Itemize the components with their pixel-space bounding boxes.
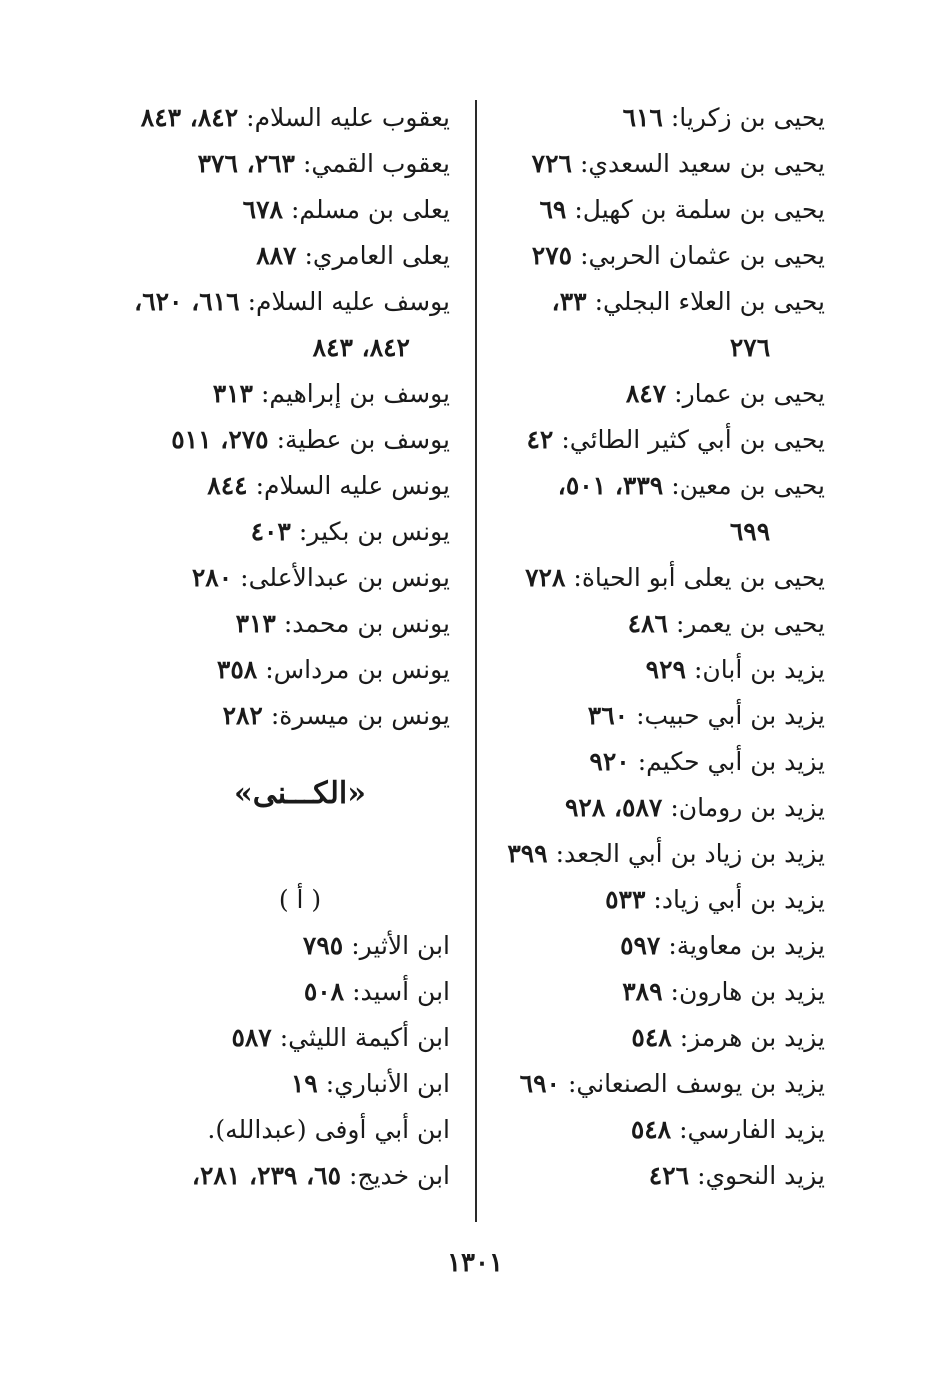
kunya-list [105,923,450,1199]
entry-page-refs: ٨٨٧ [256,241,297,270]
index-entry [105,187,450,233]
index-entry [105,601,450,647]
entry-page-refs: ٥٠٨ [303,977,345,1006]
entry-page-refs: ٥٨٧، ٩٢٨ [564,793,663,822]
entry-name: ابن أكيمة الليثي: [279,1023,450,1052]
entry-page-refs: ٧٢٨ [525,563,566,592]
entry-name: يحيى بن معين: [671,471,825,500]
entry-page-refs: ٨٤٧ [625,379,667,408]
index-entry [480,785,825,831]
entry-page-refs: ٥٨٧ [231,1023,272,1052]
entry-name: يزيد الفارسي: [679,1115,825,1144]
entry-name: ابن الأنباري: [325,1069,450,1098]
entry-name: يزيد بن رومان: [670,793,825,822]
entry-name: يونس عليه السلام: [255,471,450,500]
index-entry [105,509,450,555]
entry-name: يعقوب القمي: [303,149,450,178]
entry-page-refs: ٦١٦، ٦٢٠، [134,287,240,316]
entry-page-refs: ٣٩٩ [507,839,548,868]
entry-page-refs: ٧٩٥ [302,931,344,960]
index-entry [105,969,450,1015]
index-entry [480,877,825,923]
right-column [480,95,825,1199]
entry-name: يونس بن محمد: [283,609,450,638]
entry-name: يزيد بن أبي زياد: [653,885,825,914]
entry-name: يونس بن ميسرة: [270,701,450,730]
entry-page-refs: ٣٨٩ [622,977,663,1006]
entry-page-refs: ٦٩٠ [519,1069,560,1098]
entry-name: يحيى بن عمار: [674,379,825,408]
index-entry [480,647,825,693]
entry-page-refs: ٤٢٦ [648,1161,690,1190]
entry-name: يحيى بن سلمة بن كهيل: [574,195,825,224]
entry-page-refs: ٩٢٠ [589,747,630,776]
index-entry [105,95,450,141]
index-entry [480,279,825,325]
entry-name: يونس بن مرداس: [265,655,450,684]
entry-page-refs: ٥٣٣ [605,885,646,914]
index-entry [480,831,825,877]
index-entry [480,95,825,141]
index-entry [480,1107,825,1153]
index-entry [480,371,825,417]
entry-page-refs: ٣٦٠ [587,701,629,730]
entry-page-refs: ٦٩ [539,195,567,224]
index-entry [105,647,450,693]
index-entry-continuation: ٢٧٦ [729,333,771,362]
entry-name: يوسف بن إبراهيم: [260,379,450,408]
entry-name: ابن أسيد: [352,977,450,1006]
entry-name: يزيد النحوي: [697,1161,825,1190]
entry-name: يحيى بن أبي كثير الطائي: [561,425,825,454]
index-entry [480,739,825,785]
index-entry [480,969,825,1015]
section-spacer [105,829,450,877]
entry-page-refs: ٢٦٣، ٣٧٦ [197,149,295,178]
entry-page-refs: ٨٤٤ [207,471,248,500]
entry-name: يزيد بن معاوية: [668,931,825,960]
left-column [105,95,450,1199]
index-entry [480,1153,825,1199]
index-entry [105,371,450,417]
entry-page-refs: ٢٧٥ [531,241,573,270]
index-entry [105,1153,450,1199]
index-entry [480,417,825,463]
entry-name: يعلى العامري: [304,241,450,270]
entry-name: يحيى بن عثمان الحربي: [580,241,825,270]
entry-page-refs: ٩٢٩ [645,655,686,684]
entry-name: يزيد بن يوسف الصنعاني: [567,1069,825,1098]
entry-name: يحيى بن سعيد السعدي: [579,149,825,178]
entry-name: يزيد بن أبي حبيب: [636,701,825,730]
entry-page-refs: ٣٥٨ [216,655,258,684]
index-entry [480,1015,825,1061]
index-entry [105,693,450,739]
entry-page-refs: ٢٨٠ [191,563,233,592]
entry-name: يونس بن بكير: [298,517,450,546]
entry-name: يحيى بن العلاء البجلي: [594,287,825,316]
entry-page-refs: ٣١٣ [235,609,276,638]
index-entry [480,233,825,279]
entry-page-refs: ٥٤٨ [630,1115,672,1144]
entry-page-refs: ٢٧٥، ٥١١ [171,425,269,454]
index-entry [105,1107,450,1153]
entry-name: ابن الأثير: [351,931,450,960]
index-entry-continuation: ٨٤٢، ٨٤٣ [312,333,410,362]
left-index-list [105,95,450,739]
section-title: «الكـــنى» [234,776,366,811]
entry-name: يحيى بن زكريا: [670,103,825,132]
index-entry-continuation: ٦٩٩ [729,517,771,546]
index-entry [480,1061,825,1107]
entry-page-refs: ٣٣، [551,287,587,316]
index-entry [480,693,825,739]
entry-name: يحيى بن يعلى أبو الحياة: [573,563,825,592]
entry-name: يزيد بن زياد بن أبي الجعد: [555,839,825,868]
entry-page-refs: ٤٠٣ [250,517,291,546]
index-entry [480,601,825,647]
entry-page-refs: ٥٤٨ [631,1023,672,1052]
entry-name: يوسف عليه السلام: [247,287,450,316]
entry-name: يزيد بن أبي حكيم: [637,747,825,776]
index-entry [480,555,825,601]
entry-name: يزيد بن هارون: [670,977,825,1006]
section-letter: ( أ ) [278,885,322,914]
entry-name: يزيد بن أبان: [693,655,825,684]
index-entry [105,463,450,509]
index-entry [480,463,825,509]
entry-name: يعلى بن مسلم: [290,195,450,224]
entry-page-refs: ٤٢ [526,425,554,454]
entry-page-refs: ٦١٦ [622,103,663,132]
entry-page-refs: ١٩ [290,1069,318,1098]
entry-page-refs: ٣٣٩، ٥٠١، [557,471,664,500]
entry-name: ابن أبي أوفى (عبدالله). [207,1115,450,1144]
entry-page-refs: ٥٩٧ [620,931,661,960]
index-entry [105,1015,450,1061]
index-entry [105,555,450,601]
page-number: ١٣٠١ [447,1248,503,1278]
entry-page-refs: ٦٧٨ [242,195,283,224]
entry-name: يونس بن عبدالأعلى: [240,563,450,592]
entry-page-refs: ٤٨٦ [627,609,668,638]
index-entry [105,233,450,279]
entry-page-refs: ٨٤٢، ٨٤٣ [140,103,239,132]
index-entry [105,1061,450,1107]
index-entry [105,279,450,325]
index-entry [480,187,825,233]
entry-page-refs: ٢٨٢ [222,701,263,730]
entry-page-refs: ٧٢٦ [531,149,572,178]
entry-page-refs: ٦٥، ٢٣٩، ٢٨١، [191,1161,342,1190]
entry-name: ابن خديج: [349,1161,450,1190]
entry-name: يزيد بن هرمز: [679,1023,825,1052]
index-entry [105,923,450,969]
index-entry [480,141,825,187]
entry-name: يحيى بن يعمر: [675,609,825,638]
index-entry [480,923,825,969]
index-entry [105,141,450,187]
entry-page-refs: ٣١٣ [212,379,253,408]
entry-name: يعقوب عليه السلام: [246,103,450,132]
column-divider [475,100,477,1222]
index-entry [105,417,450,463]
entry-name: يوسف بن عطية: [276,425,450,454]
